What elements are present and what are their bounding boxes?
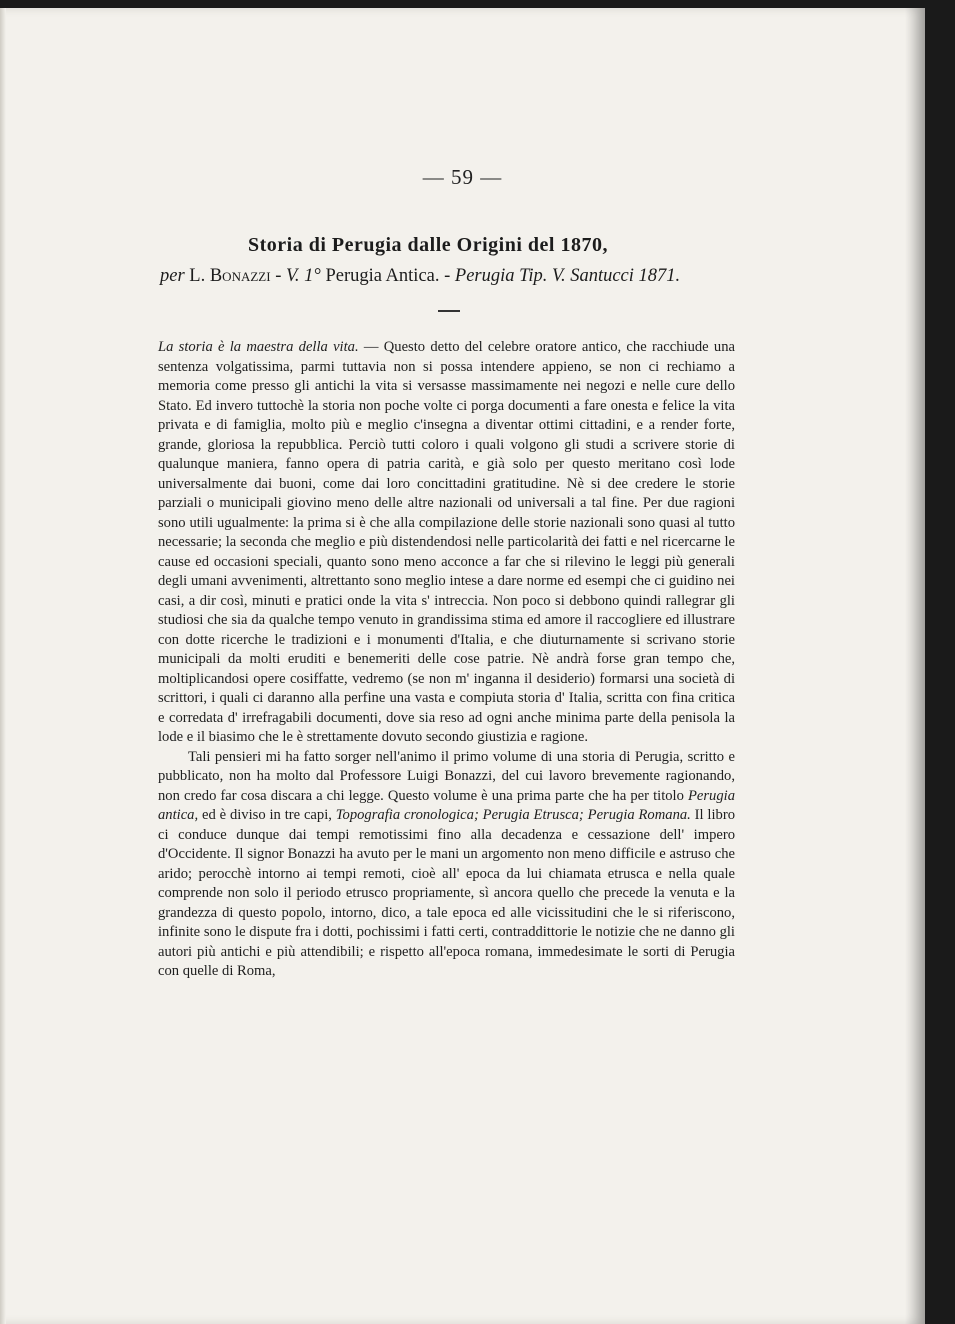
paragraph-2-text-b: ed è diviso in tre capi,	[198, 807, 336, 823]
title-divider	[438, 310, 460, 312]
paragraph-2-text-c: Il libro ci conduce dunque dai tempi remotissimi fino alla decadenza e cessazione dell' impero d'Occidente. Il signor Bonazzi ha avuto per le mani un argomento non meno difficile e astruso che arido; perocchè intorno ai tempi remoti, cioè all' epoca da lui chiamata etrusca e nella quale comprende non solo il periodo etrusco propriamente, sì ancora quello che precede la venuta e la grandezza di questo popolo, intorno, dico, a tale epoca ed alle vicissitudini che le si riferiscono, infinite sono le dispute fra i dotti, pochissimi i fatti certi, contraddittorie le notizie che ne danno gli autori più antichi e più attendibili; e rispetto all'epoca romana, immedesimate le sorti di Perugia con quelle di Roma,	[158, 807, 735, 979]
subtitle-sep: -	[270, 266, 286, 286]
paragraph-2-text-a: Tali pensieri mi ha fatto sorger nell'animo il primo volume di una storia di Perugia, scritto e pubblicato, non ha molto dal Professore Luigi Bonazzi, del cui lavoro brevemente ragionando, non credo far cosa discara a chi legge. Questo volume è una prima parte che ha per titolo	[158, 748, 735, 804]
paragraph-2	[158, 748, 735, 982]
article-subtitle	[160, 266, 680, 287]
motto: La storia è la maestra della vita.	[158, 339, 359, 355]
paragraph-2-italic-a: Perugia antica,	[158, 787, 735, 823]
subtitle-author: L. Bonazzi	[189, 266, 271, 286]
article-title: Storia di Perugia dalle Origini del 1870,	[248, 234, 608, 256]
paragraph-1	[158, 338, 735, 748]
page-gutter-shadow	[905, 8, 925, 1324]
book-page	[0, 8, 925, 1324]
subtitle-publisher: Perugia Tip. V. Santucci 1871.	[454, 266, 681, 286]
subtitle-per: per	[160, 266, 185, 286]
article-body	[158, 338, 735, 982]
paragraph-1-text: — Questo detto del celebre oratore antico, che racchiude una sentenza volgatissima, parmi tuttavia non si possa intendere appieno, se non ci rechiamo a memoria come presso gli antichi la vita si versasse massimamente nei negozi e nelle cure dello Stato. Ed invero tuttochè la storia non poche volte ci porga documenti a fare onesta e felice la vita privata e di famiglia, molto più e meglio c'insegna a diventar ottimi cittadini, e a render forte, grande, gloriosa la repubblica. Perciò tutti coloro i quali volgono gli studi a scrivere storie di qualunque maniera, fanno opera di patria carità, e già solo per questo meritano così lode universalmente dai buoni, come dai loro concittadini gratitudine. Nè si dee credere le storie parziali o municipali giovino meno delle altre nazionali od universali a tal fine. Per due ragioni sono utili ugualmente: la prima si è che alla compilazione delle storie nazionali sono quasi al tutto necessarie; la seconda che meglio e più distendendosi nelle particolarità dei fatti e nel ricercarne le cause ed occasioni speciali, quanto sono meno acconce a far che si rilevino le leggi più generali degli umani avvenimenti, altrettanto sono meglio intese a dare norme ed esempi che ci guidino nei casi, a dir così, minuti e pratici onde la vita s' intreccia. Non poco si debbono quindi rallegrar gli studiosi che sia da qualche tempo venuto in grandissima stima ed amore il raccogliere ed illustrare con dotte ricerche le tradizioni e i monumenti d'Italia, e che diuturnamente si scrivano storie municipali da molti eruditi e benemeriti delle cose patrie. Nè andrà forse gran tempo che, moltiplicandosi opere cosiffatte, vedremo (se non m' inganna il desiderio) formarsi una società di scrittori, i quali ci daranno alla perfine una vasta e compiuta storia d' Italia, scritta con fina critica e corredata d' irrefragabili documenti, dove sia reso ad ogni anche minima parte della penisola la lode e il biasimo che le è strettamente dovuto secondo giustizia e ragione.	[158, 339, 735, 745]
page-left-edge	[0, 8, 6, 1324]
page-number: — 59 —	[422, 165, 503, 189]
paragraph-2-italic-b: Topografia cronologica; Perugia Etrusca; Perugia Romana.	[335, 807, 691, 823]
subtitle-volume-title: Perugia Antica. -	[320, 266, 455, 286]
subtitle-volume: V. 1°	[285, 266, 321, 286]
